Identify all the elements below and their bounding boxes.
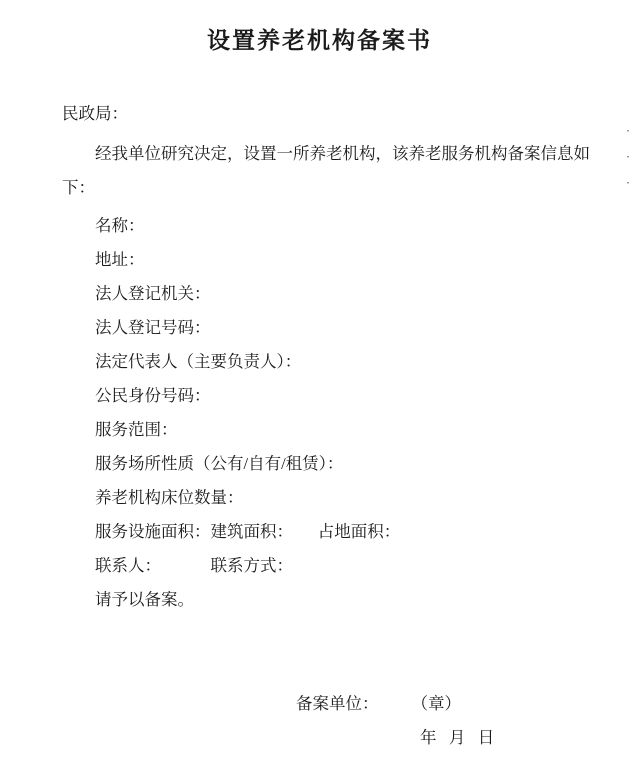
filing-unit-line: 备案单位： （章） bbox=[296, 694, 461, 713]
list-item: 法人登记号码： bbox=[95, 318, 211, 337]
closing-line: 请予以备案。 bbox=[95, 590, 194, 609]
edge-mark: · bbox=[625, 149, 631, 164]
list-item: 服务范围： bbox=[95, 420, 178, 439]
signature-block bbox=[0, 687, 639, 755]
edge-mark: · bbox=[625, 123, 631, 138]
intro-paragraph: 经我单位研究决定，设置一所养老机构，该养老服务机构备案信息如下： bbox=[62, 144, 590, 197]
field-list bbox=[62, 209, 591, 583]
date-line: 年 月 日 bbox=[420, 728, 495, 747]
list-item: 法定代表人（主要负责人）： bbox=[95, 352, 302, 371]
list-item: 公民身份号码： bbox=[95, 386, 211, 405]
edge-mark: · bbox=[625, 175, 631, 190]
list-item: 联系人： 联系方式： bbox=[95, 556, 293, 575]
list-item: 名称： bbox=[95, 216, 145, 235]
list-item: 服务场所性质（公有/自有/租赁）： bbox=[95, 454, 344, 473]
page-edge-marks bbox=[623, 118, 633, 196]
list-item: 养老机构床位数量： bbox=[95, 488, 244, 507]
list-item: 地址： bbox=[95, 250, 145, 269]
document-body bbox=[0, 97, 639, 617]
list-item: 服务设施面积：建筑面积： 占地面积： bbox=[95, 522, 401, 541]
list-item: 法人登记机关： bbox=[95, 284, 211, 303]
document-page bbox=[0, 22, 639, 783]
salutation: 民政局： bbox=[62, 104, 128, 123]
page-title: 设置养老机构备案书 bbox=[207, 28, 432, 53]
